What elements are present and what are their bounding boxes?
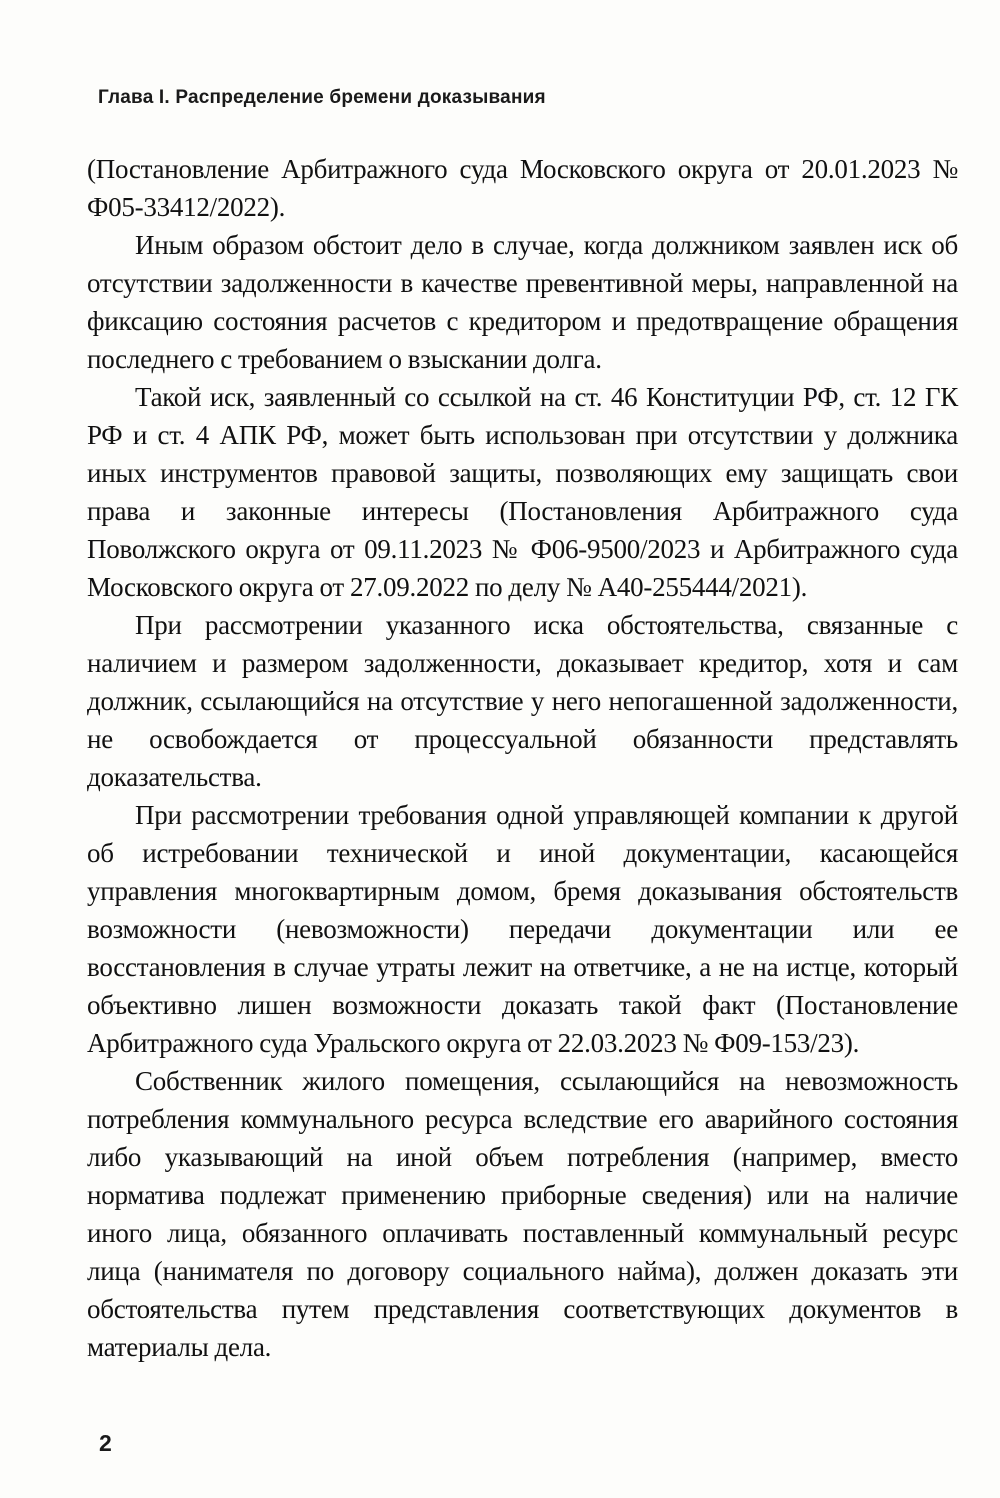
paragraph: При рассмотрении указанного иска обстоятельства, связанные с наличием и размером задолженности, доказывает кредитор, хотя и сам должник, ссылающийся на отсутствие у него непогашенной задолженности, не освобождается от процессуальной обязанности представлять доказательства. [87,610,958,792]
paragraph: Собственник жилого помещения, ссылающийся на невозможность потребления коммунального ресурса вследствие его аварийного состояния либо указывающий на иной объем потребления (например, вместо норматива подлежат применению приборные сведения) или на наличие иного лица, обязанного оплачивать поставленный коммунальный ресурс лица (нанимателя по договору социального найма), должен доказать эти обстоятельства путем представления соответствующих документов в материалы дела. [87,1066,958,1362]
paragraph: Такой иск, заявленный со ссылкой на ст. 46 Конституции РФ, ст. 12 ГК РФ и ст. 4 АПК РФ, может быть использован при отсутствии у должника иных инструментов правовой защиты, позволяющих ему защищать свои права и законные интересы (Постановления Арбитражного суда Поволжского округа от 09.11.2023 № Ф06-9500/2023 и Арбитражного суда Московского округа от 27.09.2022 по делу № А40-255444/2021). [87,382,958,602]
paragraph: При рассмотрении требования одной управляющей компании к другой об истребовании технической и иной документации, касающейся управления многоквартирным домом, бремя доказывания обстоятельств возможности (невозможности) передачи документации или ее восстановления в случае утраты лежит на ответчике, а не на истце, который объективно лишен возможности доказать такой факт (Постановление Арбитражного суда Уральского округа от 22.03.2023 № Ф09-153/23). [87,800,958,1058]
running-header: Глава I. Распределение бремени доказывания [98,87,546,108]
text-block [87,150,958,1366]
page-number: 2 [99,1430,112,1456]
paragraph: Иным образом обстоит дело в случае, когда должником заявлен иск об отсутствии задолженности в качестве превентивной меры, направленной на фиксацию состояния расчетов с кредитором и предотвращение обращения последнего с требованием о взыскании долга. [87,230,958,374]
paragraph: (Постановление Арбитражного суда Московского округа от 20.01.2023 № Ф05-33412/2022). [87,154,958,222]
